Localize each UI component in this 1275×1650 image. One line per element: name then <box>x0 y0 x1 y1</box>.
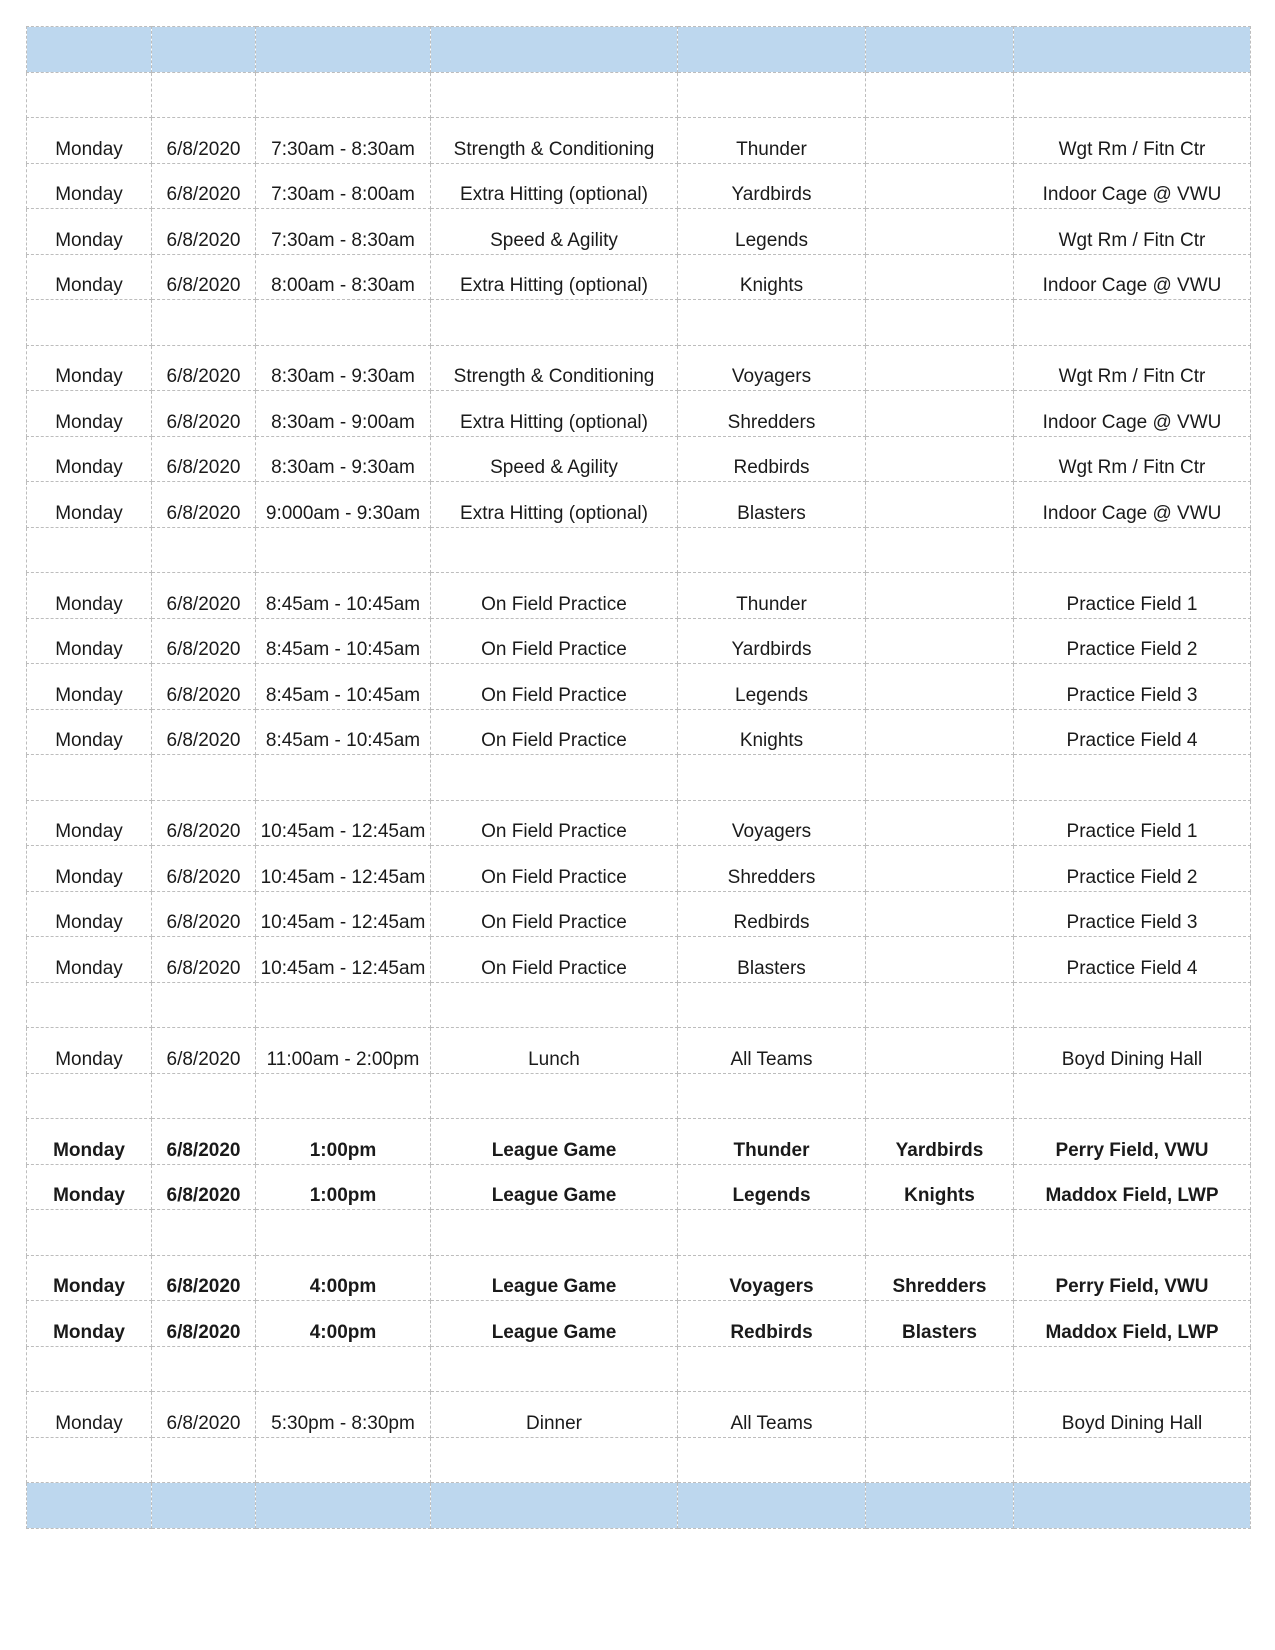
opponent-cell <box>866 1392 1014 1438</box>
event-row <box>27 163 1251 209</box>
game-row <box>27 1255 1251 1301</box>
header-band-row <box>27 27 1251 73</box>
opponent-cell <box>866 1028 1014 1074</box>
day-cell: Monday <box>27 391 152 437</box>
team-cell: All Teams <box>678 1028 866 1074</box>
opponent-cell <box>866 846 1014 892</box>
activity-cell: On Field Practice <box>431 891 678 937</box>
activity-cell <box>431 1210 678 1256</box>
team-cell: Voyagers <box>678 1255 866 1301</box>
location-cell <box>1014 27 1251 73</box>
event-row <box>27 846 1251 892</box>
location-cell: Indoor Cage @ VWU <box>1014 482 1251 528</box>
date-cell: 6/8/2020 <box>152 891 256 937</box>
event-row <box>27 436 1251 482</box>
date-cell <box>152 1437 256 1483</box>
activity-cell: League Game <box>431 1255 678 1301</box>
location-cell: Practice Field 3 <box>1014 664 1251 710</box>
activity-cell: On Field Practice <box>431 618 678 664</box>
location-cell: Practice Field 4 <box>1014 709 1251 755</box>
time-cell: 10:45am - 12:45am <box>256 891 431 937</box>
event-row <box>27 391 1251 437</box>
time-cell <box>256 527 431 573</box>
day-cell <box>27 527 152 573</box>
activity-cell <box>431 1483 678 1529</box>
location-cell <box>1014 1483 1251 1529</box>
activity-cell: On Field Practice <box>431 800 678 846</box>
activity-cell <box>431 982 678 1028</box>
location-cell <box>1014 72 1251 118</box>
team-cell: Redbirds <box>678 436 866 482</box>
activity-cell: On Field Practice <box>431 937 678 983</box>
activity-cell: Dinner <box>431 1392 678 1438</box>
activity-cell: Extra Hitting (optional) <box>431 254 678 300</box>
activity-cell <box>431 72 678 118</box>
time-cell: 8:45am - 10:45am <box>256 709 431 755</box>
time-cell: 8:00am - 8:30am <box>256 254 431 300</box>
location-cell <box>1014 1073 1251 1119</box>
opponent-cell <box>866 709 1014 755</box>
opponent-cell: Yardbirds <box>866 1119 1014 1165</box>
opponent-cell <box>866 163 1014 209</box>
game-row <box>27 1164 1251 1210</box>
opponent-cell <box>866 1073 1014 1119</box>
activity-cell: Strength & Conditioning <box>431 118 678 164</box>
date-cell: 6/8/2020 <box>152 254 256 300</box>
opponent-cell <box>866 891 1014 937</box>
location-cell: Practice Field 2 <box>1014 618 1251 664</box>
team-cell <box>678 755 866 801</box>
date-cell: 6/8/2020 <box>152 436 256 482</box>
schedule-table <box>26 26 1251 1529</box>
team-cell: Yardbirds <box>678 163 866 209</box>
team-cell: Blasters <box>678 937 866 983</box>
time-cell <box>256 72 431 118</box>
spacer-row <box>27 527 1251 573</box>
time-cell: 1:00pm <box>256 1119 431 1165</box>
location-cell <box>1014 1210 1251 1256</box>
day-cell: Monday <box>27 163 152 209</box>
team-cell: Knights <box>678 709 866 755</box>
activity-cell: League Game <box>431 1119 678 1165</box>
team-cell <box>678 27 866 73</box>
activity-cell <box>431 1437 678 1483</box>
event-row <box>27 1028 1251 1074</box>
opponent-cell <box>866 1346 1014 1392</box>
team-cell: Legends <box>678 209 866 255</box>
time-cell: 8:30am - 9:30am <box>256 345 431 391</box>
opponent-cell <box>866 436 1014 482</box>
schedule-body <box>27 27 1251 1529</box>
opponent-cell <box>866 300 1014 346</box>
team-cell: Voyagers <box>678 345 866 391</box>
day-cell <box>27 1346 152 1392</box>
spacer-row <box>27 1346 1251 1392</box>
team-cell <box>678 1210 866 1256</box>
team-cell <box>678 300 866 346</box>
team-cell <box>678 1437 866 1483</box>
spacer-row <box>27 1437 1251 1483</box>
team-cell <box>678 72 866 118</box>
date-cell: 6/8/2020 <box>152 345 256 391</box>
activity-cell: Strength & Conditioning <box>431 345 678 391</box>
date-cell: 6/8/2020 <box>152 573 256 619</box>
time-cell <box>256 1210 431 1256</box>
day-cell: Monday <box>27 1119 152 1165</box>
team-cell <box>678 982 866 1028</box>
location-cell: Maddox Field, LWP <box>1014 1164 1251 1210</box>
team-cell <box>678 1073 866 1119</box>
day-cell: Monday <box>27 118 152 164</box>
team-cell: Voyagers <box>678 800 866 846</box>
activity-cell <box>431 1346 678 1392</box>
time-cell <box>256 1483 431 1529</box>
time-cell: 4:00pm <box>256 1255 431 1301</box>
date-cell: 6/8/2020 <box>152 664 256 710</box>
day-cell <box>27 1483 152 1529</box>
day-cell: Monday <box>27 846 152 892</box>
date-cell: 6/8/2020 <box>152 1028 256 1074</box>
day-cell: Monday <box>27 1301 152 1347</box>
spacer-row <box>27 1073 1251 1119</box>
opponent-cell <box>866 254 1014 300</box>
location-cell <box>1014 527 1251 573</box>
location-cell: Indoor Cage @ VWU <box>1014 254 1251 300</box>
activity-cell: Lunch <box>431 1028 678 1074</box>
time-cell: 9:000am - 9:30am <box>256 482 431 528</box>
date-cell: 6/8/2020 <box>152 1255 256 1301</box>
opponent-cell <box>866 391 1014 437</box>
location-cell: Practice Field 3 <box>1014 891 1251 937</box>
time-cell <box>256 1073 431 1119</box>
activity-cell: Speed & Agility <box>431 436 678 482</box>
date-cell <box>152 1073 256 1119</box>
date-cell: 6/8/2020 <box>152 391 256 437</box>
spacer-row <box>27 755 1251 801</box>
time-cell: 8:30am - 9:00am <box>256 391 431 437</box>
location-cell: Wgt Rm / Fitn Ctr <box>1014 209 1251 255</box>
team-cell <box>678 527 866 573</box>
opponent-cell <box>866 527 1014 573</box>
event-row <box>27 709 1251 755</box>
day-cell <box>27 1210 152 1256</box>
day-cell: Monday <box>27 1164 152 1210</box>
team-cell: Thunder <box>678 573 866 619</box>
location-cell: Wgt Rm / Fitn Ctr <box>1014 345 1251 391</box>
team-cell: Shredders <box>678 846 866 892</box>
date-cell <box>152 527 256 573</box>
day-cell: Monday <box>27 1255 152 1301</box>
team-cell: Knights <box>678 254 866 300</box>
location-cell: Practice Field 1 <box>1014 800 1251 846</box>
team-cell: Redbirds <box>678 1301 866 1347</box>
date-cell <box>152 1483 256 1529</box>
day-cell <box>27 72 152 118</box>
opponent-cell <box>866 755 1014 801</box>
day-cell: Monday <box>27 573 152 619</box>
time-cell: 10:45am - 12:45am <box>256 800 431 846</box>
activity-cell: On Field Practice <box>431 573 678 619</box>
activity-cell: Extra Hitting (optional) <box>431 391 678 437</box>
day-cell: Monday <box>27 345 152 391</box>
time-cell: 7:30am - 8:00am <box>256 163 431 209</box>
game-row <box>27 1301 1251 1347</box>
location-cell: Maddox Field, LWP <box>1014 1301 1251 1347</box>
day-cell: Monday <box>27 664 152 710</box>
event-row <box>27 254 1251 300</box>
time-cell <box>256 755 431 801</box>
activity-cell: League Game <box>431 1301 678 1347</box>
location-cell: Indoor Cage @ VWU <box>1014 163 1251 209</box>
date-cell <box>152 27 256 73</box>
date-cell: 6/8/2020 <box>152 846 256 892</box>
event-row <box>27 209 1251 255</box>
day-cell: Monday <box>27 436 152 482</box>
time-cell <box>256 982 431 1028</box>
date-cell: 6/8/2020 <box>152 1164 256 1210</box>
event-row <box>27 664 1251 710</box>
activity-cell <box>431 527 678 573</box>
event-row <box>27 937 1251 983</box>
team-cell: Thunder <box>678 118 866 164</box>
team-cell: Legends <box>678 1164 866 1210</box>
day-cell: Monday <box>27 709 152 755</box>
activity-cell: On Field Practice <box>431 846 678 892</box>
event-row <box>27 118 1251 164</box>
time-cell <box>256 300 431 346</box>
day-cell: Monday <box>27 891 152 937</box>
location-cell <box>1014 300 1251 346</box>
opponent-cell <box>866 118 1014 164</box>
date-cell <box>152 755 256 801</box>
location-cell: Boyd Dining Hall <box>1014 1028 1251 1074</box>
date-cell: 6/8/2020 <box>152 482 256 528</box>
event-row <box>27 573 1251 619</box>
time-cell: 8:45am - 10:45am <box>256 664 431 710</box>
day-cell <box>27 1437 152 1483</box>
opponent-cell <box>866 664 1014 710</box>
day-cell <box>27 300 152 346</box>
spacer-row <box>27 72 1251 118</box>
team-cell: Legends <box>678 664 866 710</box>
time-cell: 7:30am - 8:30am <box>256 209 431 255</box>
event-row <box>27 1392 1251 1438</box>
date-cell <box>152 300 256 346</box>
opponent-cell <box>866 1210 1014 1256</box>
time-cell: 8:45am - 10:45am <box>256 618 431 664</box>
day-cell: Monday <box>27 1028 152 1074</box>
day-cell: Monday <box>27 1392 152 1438</box>
date-cell: 6/8/2020 <box>152 1301 256 1347</box>
day-cell: Monday <box>27 482 152 528</box>
activity-cell <box>431 27 678 73</box>
date-cell: 6/8/2020 <box>152 709 256 755</box>
spacer-row <box>27 1210 1251 1256</box>
day-cell: Monday <box>27 937 152 983</box>
date-cell: 6/8/2020 <box>152 618 256 664</box>
time-cell: 11:00am - 2:00pm <box>256 1028 431 1074</box>
activity-cell: Extra Hitting (optional) <box>431 163 678 209</box>
activity-cell: On Field Practice <box>431 664 678 710</box>
location-cell <box>1014 1437 1251 1483</box>
date-cell: 6/8/2020 <box>152 163 256 209</box>
date-cell <box>152 1346 256 1392</box>
opponent-cell <box>866 345 1014 391</box>
opponent-cell <box>866 1437 1014 1483</box>
activity-cell: Speed & Agility <box>431 209 678 255</box>
location-cell <box>1014 982 1251 1028</box>
location-cell: Practice Field 1 <box>1014 573 1251 619</box>
activity-cell: League Game <box>431 1164 678 1210</box>
opponent-cell <box>866 800 1014 846</box>
activity-cell: Extra Hitting (optional) <box>431 482 678 528</box>
day-cell: Monday <box>27 800 152 846</box>
opponent-cell: Knights <box>866 1164 1014 1210</box>
header-band-row <box>27 1483 1251 1529</box>
location-cell: Practice Field 2 <box>1014 846 1251 892</box>
team-cell: Yardbirds <box>678 618 866 664</box>
time-cell <box>256 1346 431 1392</box>
location-cell: Boyd Dining Hall <box>1014 1392 1251 1438</box>
activity-cell <box>431 755 678 801</box>
time-cell: 10:45am - 12:45am <box>256 937 431 983</box>
event-row <box>27 345 1251 391</box>
day-cell <box>27 27 152 73</box>
opponent-cell <box>866 1483 1014 1529</box>
time-cell <box>256 1437 431 1483</box>
time-cell <box>256 27 431 73</box>
spacer-row <box>27 300 1251 346</box>
spacer-row <box>27 982 1251 1028</box>
opponent-cell <box>866 27 1014 73</box>
date-cell <box>152 72 256 118</box>
activity-cell <box>431 1073 678 1119</box>
location-cell: Perry Field, VWU <box>1014 1119 1251 1165</box>
day-cell <box>27 982 152 1028</box>
opponent-cell <box>866 72 1014 118</box>
team-cell: All Teams <box>678 1392 866 1438</box>
activity-cell: On Field Practice <box>431 709 678 755</box>
time-cell: 8:45am - 10:45am <box>256 573 431 619</box>
opponent-cell <box>866 482 1014 528</box>
location-cell: Wgt Rm / Fitn Ctr <box>1014 436 1251 482</box>
opponent-cell <box>866 209 1014 255</box>
date-cell <box>152 1210 256 1256</box>
date-cell: 6/8/2020 <box>152 118 256 164</box>
day-cell <box>27 1073 152 1119</box>
event-row <box>27 482 1251 528</box>
event-row <box>27 800 1251 846</box>
date-cell: 6/8/2020 <box>152 209 256 255</box>
date-cell: 6/8/2020 <box>152 937 256 983</box>
team-cell <box>678 1483 866 1529</box>
team-cell: Thunder <box>678 1119 866 1165</box>
team-cell: Shredders <box>678 391 866 437</box>
opponent-cell <box>866 618 1014 664</box>
day-cell: Monday <box>27 618 152 664</box>
date-cell: 6/8/2020 <box>152 800 256 846</box>
event-row <box>27 891 1251 937</box>
date-cell: 6/8/2020 <box>152 1392 256 1438</box>
time-cell: 4:00pm <box>256 1301 431 1347</box>
event-row <box>27 618 1251 664</box>
activity-cell <box>431 300 678 346</box>
day-cell <box>27 755 152 801</box>
time-cell: 1:00pm <box>256 1164 431 1210</box>
opponent-cell <box>866 937 1014 983</box>
time-cell: 5:30pm - 8:30pm <box>256 1392 431 1438</box>
team-cell: Blasters <box>678 482 866 528</box>
location-cell: Practice Field 4 <box>1014 937 1251 983</box>
team-cell: Redbirds <box>678 891 866 937</box>
opponent-cell: Shredders <box>866 1255 1014 1301</box>
location-cell <box>1014 755 1251 801</box>
date-cell: 6/8/2020 <box>152 1119 256 1165</box>
location-cell: Perry Field, VWU <box>1014 1255 1251 1301</box>
game-row <box>27 1119 1251 1165</box>
opponent-cell <box>866 573 1014 619</box>
day-cell: Monday <box>27 209 152 255</box>
day-cell: Monday <box>27 254 152 300</box>
time-cell: 10:45am - 12:45am <box>256 846 431 892</box>
time-cell: 7:30am - 8:30am <box>256 118 431 164</box>
time-cell: 8:30am - 9:30am <box>256 436 431 482</box>
date-cell <box>152 982 256 1028</box>
opponent-cell <box>866 982 1014 1028</box>
location-cell: Wgt Rm / Fitn Ctr <box>1014 118 1251 164</box>
location-cell: Indoor Cage @ VWU <box>1014 391 1251 437</box>
location-cell <box>1014 1346 1251 1392</box>
opponent-cell: Blasters <box>866 1301 1014 1347</box>
team-cell <box>678 1346 866 1392</box>
